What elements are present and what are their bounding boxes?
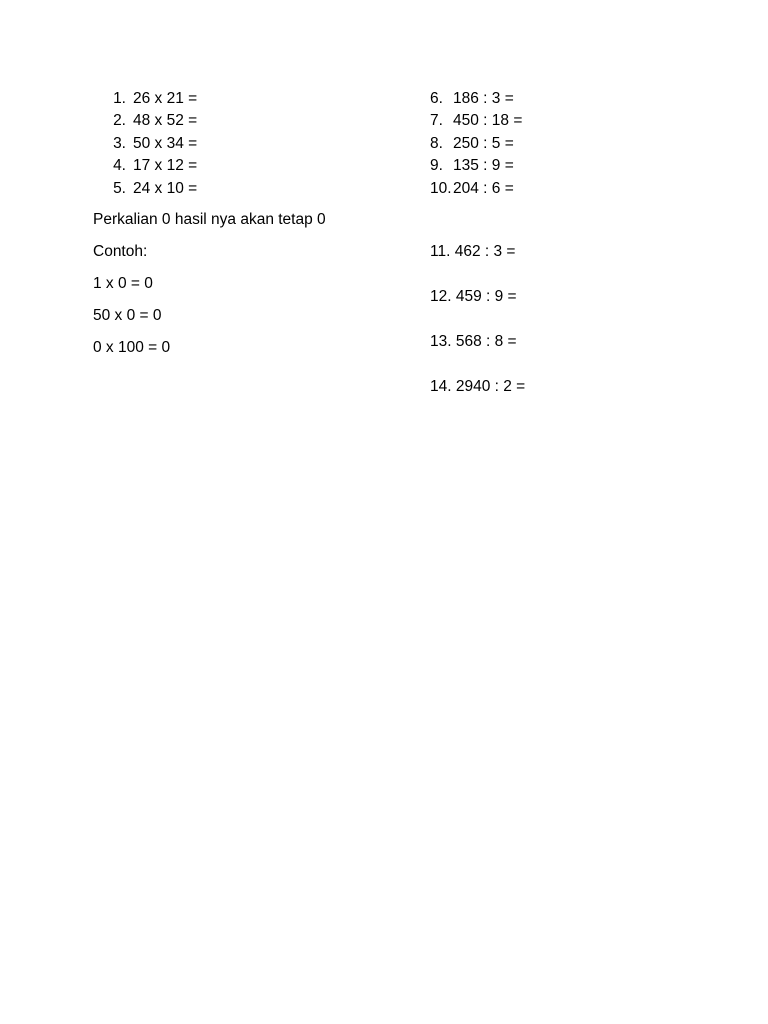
example-line: 1 x 0 = 0 (93, 275, 153, 292)
item-text: 24 x 10 = (133, 179, 198, 197)
list-item (430, 133, 730, 155)
division-problem: 11. 462 : 3 = (430, 243, 516, 260)
multiplication-list (93, 88, 393, 200)
list-item (430, 88, 730, 110)
item-text: 48 x 52 = (133, 112, 198, 130)
division-problem: 12. 459 : 9 = (430, 288, 517, 305)
item-text: 204 : 6 = (453, 179, 514, 197)
item-number: 2. (113, 112, 126, 130)
item-number: 6. (430, 90, 443, 107)
list-item (430, 110, 730, 132)
item-text: 186 : 3 = (453, 90, 514, 107)
item-number: 5. (113, 179, 126, 197)
list-item (93, 110, 393, 132)
item-text: 450 : 18 = (453, 112, 523, 130)
division-problem: 14. 2940 : 2 = (430, 378, 526, 395)
item-text: 17 x 12 = (133, 157, 198, 175)
list-item (430, 178, 730, 200)
list-item (93, 133, 393, 155)
item-text: 50 x 34 = (133, 134, 198, 152)
example-label: Contoh: (93, 243, 148, 260)
item-number: 9. (430, 157, 443, 175)
item-number: 10. (430, 179, 452, 197)
item-number: 8. (430, 134, 443, 152)
division-problem: 13. 568 : 8 = (430, 333, 517, 350)
list-item (93, 88, 393, 110)
example-line: 0 x 100 = 0 (93, 339, 171, 356)
item-number: 1. (113, 90, 126, 107)
left-column (93, 88, 393, 356)
list-item (430, 155, 730, 177)
example-line: 50 x 0 = 0 (93, 307, 162, 324)
list-item (93, 178, 393, 200)
list-item (93, 155, 393, 177)
zero-rule-note: Perkalian 0 hasil nya akan tetap 0 (93, 211, 326, 228)
item-text: 26 x 21 = (133, 90, 198, 107)
item-text: 250 : 5 = (453, 134, 514, 152)
item-number: 3. (113, 134, 126, 152)
item-number: 7. (430, 112, 443, 130)
item-text: 135 : 9 = (453, 157, 514, 175)
right-column (430, 88, 730, 395)
item-number: 4. (113, 157, 126, 175)
division-list (430, 88, 730, 200)
